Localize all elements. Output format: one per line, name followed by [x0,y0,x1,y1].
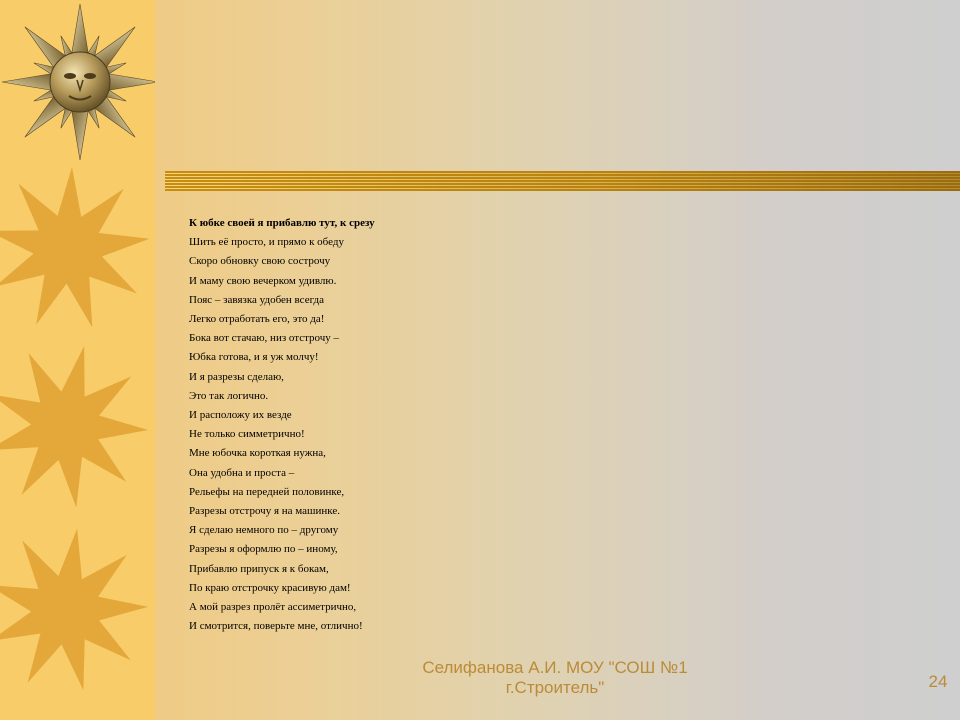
footer-line: Селифанова А.И. МОУ "СОШ №1 [422,658,688,677]
footer-line: г.Строитель" [505,678,605,697]
poem-line: Это так логично. [189,389,269,402]
decorative-left-strip [0,0,155,720]
title-divider-bar [165,171,960,191]
poem-line: Прибавлю припуск я к бокам, [189,562,329,575]
poem-line: Пояс – завязка удобен всегда [189,293,325,306]
sun-icon [0,520,155,710]
slide-number: 24 [928,672,948,691]
poem-line: И расположу их везде [189,409,292,422]
poem-line: Я сделаю немного по – другому [189,524,339,537]
poem-line: И я разрезы сделаю, [189,370,284,383]
sun-icon [0,165,155,330]
poem-line: Рельефы на передней половинке, [189,485,345,498]
poem-line: Скоро обновку свою сострочу [189,255,331,268]
poem-line: Не только симметрично! [189,428,305,441]
poem-text [189,214,689,636]
poem-line: Разрезы я оформлю по – иному, [189,543,338,556]
poem-line: Легко отработать его, это да! [189,313,325,326]
poem-line: Бока вот стачаю, низ отстрочу – [189,332,340,345]
poem-line: И смотрится, поверьте мне, отлично! [189,620,363,633]
poem-line: А мой разрез пролёт ассиметрично, [189,601,357,614]
sun-face-icon [0,0,155,160]
poem-line: Разрезы отстрочу я на машинке. [189,505,341,518]
poem-line: Она удобна и проста – [189,466,295,479]
poem-line: Шить её просто, и прямо к обеду [189,236,344,249]
poem-line: По краю отстрочку красивую дам! [189,581,351,594]
poem-line: К юбке своей я прибавлю тут, к срезу [189,217,375,229]
footer-author [360,658,750,698]
sun-icon [0,342,155,512]
poem-line: И маму свою вечерком удивлю. [189,274,337,287]
poem-line: Юбка готова, и я уж молчу! [189,351,319,364]
poem-line: Мне юбочка короткая нужна, [189,447,326,460]
